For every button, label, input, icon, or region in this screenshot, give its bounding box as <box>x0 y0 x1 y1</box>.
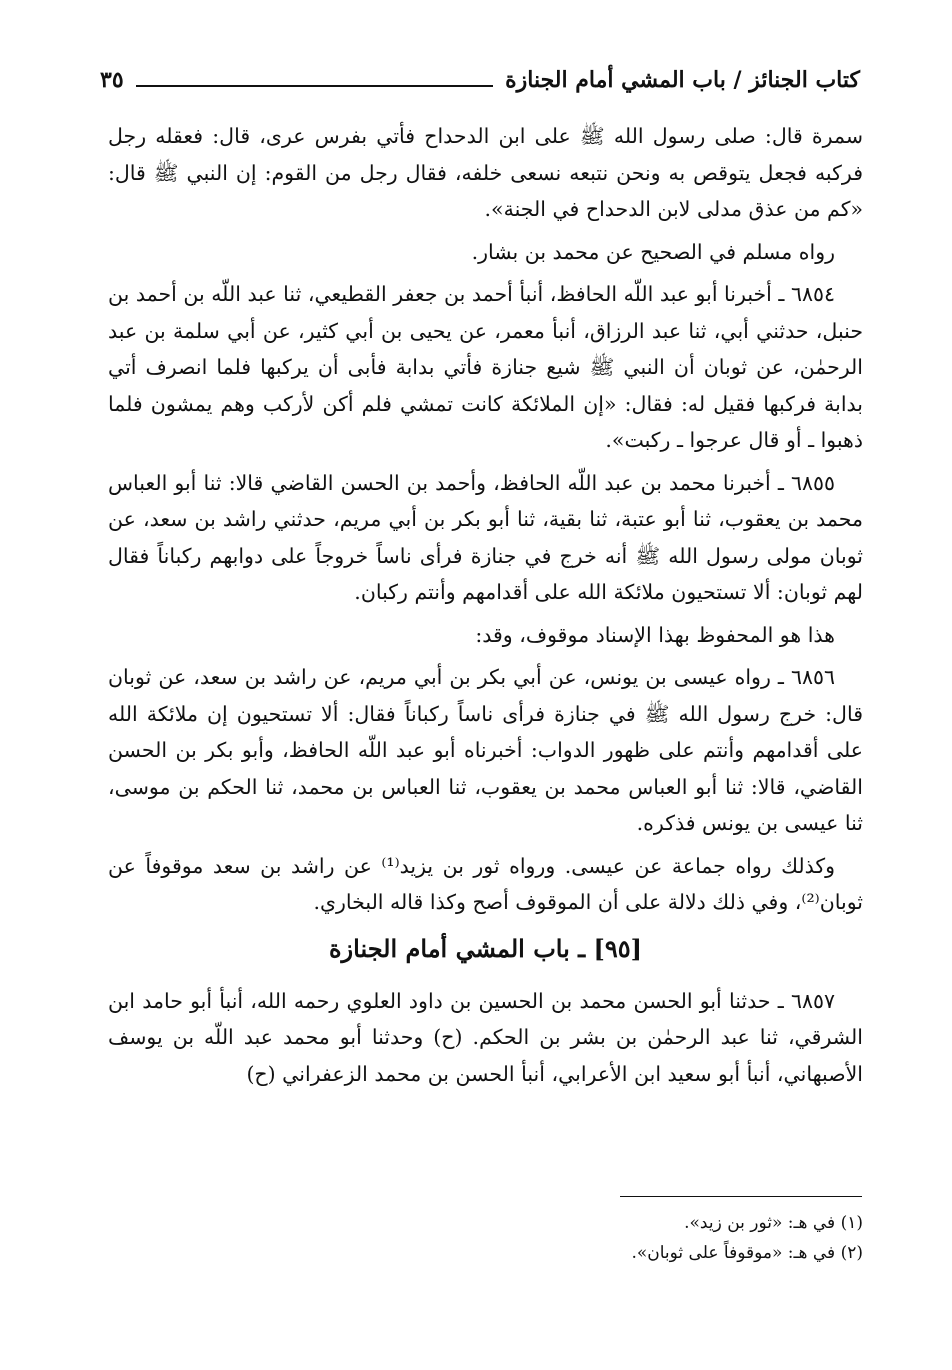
footnotes <box>108 1208 863 1268</box>
running-header-title: كتاب الجنائز / باب المشي أمام الجنازة <box>505 67 860 93</box>
hadith-6856: ٦٨٥٦ ـ رواه عيسى بن يونس، عن أبي بكر بن أبي مريم، عن راشد بن سعد، عن ثوبان قال: خرج رسول الله ﷺ في جنازة فرأى ناساً ركباناً فقال: ألا تستحيون إن ملائكة الله على أقدامهم وأنتم على ظهور الدواب: أخبرناه أبو عبد اللّه الحافظ، وأبو بكر بن الحسن القاضي، قالا: ثنا أبو العباس محمد بن يعقوب، ثنا العباس بن محمد، ثنا الحكم بن موسى، ثنا عيسى بن يونس فذكره. <box>108 665 863 835</box>
paragraph: رواه مسلم في الصحيح عن محمد بن بشار. <box>471 239 835 264</box>
hadith-6857: ٦٨٥٧ ـ حدثنا أبو الحسن محمد بن الحسين بن داود العلوي رحمه الله، أنبأ أبو حامد ابن الشرقي، ثنا عبد الرحمٰن بن بشر بن الحكم. (ح) وحدثنا أبو محمد عبد اللّه بن يوسف الأصبهاني، أنبأ أبو سعيد ابن الأعرابي، أنبأ الحسن بن محمد الزعفراني (ح) <box>108 988 863 1086</box>
footnote-1: (١) في هـ: «ثور بن زيد». <box>684 1213 863 1233</box>
page-number: ٣٥ <box>100 67 124 93</box>
section-heading: [٩٥] ـ باب المشي أمام الجنازة <box>328 933 643 963</box>
paragraph: سمرة قال: صلى رسول الله ﷺ على ابن الدحداح فأتي بفرس عرى، قال: فعقله رجل فركبه فجعل يتوقص به ونحن نتبعه نسعى خلفه، فقال رجل من القوم: إن النبي ﷺ قال: «كم من عذق مدلى لابن الدحداح في الجنة». <box>108 124 863 221</box>
paragraph: هذا هو المحفوظ بهذا الإسناد موقوف، وقد: <box>475 622 835 647</box>
running-header <box>100 60 860 100</box>
header-rule <box>136 85 493 87</box>
paragraph: وكذلك رواه جماعة عن عيسى. ورواه ثور بن يزيد⁽¹⁾ عن راشد بن سعد موقوفاً عن ثوبان⁽²⁾، وفي ذلك دلالة على أن الموقوف أصح وكذا قاله البخاري. <box>108 853 863 914</box>
footnote-rule <box>620 1196 862 1197</box>
hadith-6855: ٦٨٥٥ ـ أخبرنا محمد بن عبد اللّه الحافظ، وأحمد بن الحسن القاضي قالا: ثنا أبو العباس محمد بن يعقوب، ثنا أبو عتبة، ثنا بقية، ثنا أبو بكر بن أبي مريم، حدثني راشد بن سعد، عن ثوبان مولى رسول الله ﷺ أنه خرج في جنازة فرأى ناساً خروجاً على دوابهم ركباناً فقال لهم ثوبان: ألا تستحيون ملائكة الله على أقدامهم وأنتم ركبان. <box>108 470 863 604</box>
main-text <box>108 118 863 1098</box>
hadith-6854: ٦٨٥٤ ـ أخبرنا أبو عبد اللّه الحافظ، أنبأ أحمد بن جعفر القطيعي، ثنا عبد اللّه بن أحمد بن حنبل، حدثني أبي، ثنا عبد الرزاق، أنبأ معمر، عن يحيى بن أبي كثير، عن أبي سلمة بن عبد الرحمٰن، عن ثوبان أن النبي ﷺ شيع جنازة فأتي بدابة فأبى أن يركبها فلما انصرف أتي بدابة فركبها فقيل له: فقال: «إن الملائكة كانت تمشي فلم أكن لأركب وهم يمشون فلما ذهبوا ـ أو قال عرجوا ـ ركبت». <box>108 282 863 452</box>
footnote-2: (٢) في هـ: «موقوفاً على ثوبان». <box>631 1243 863 1263</box>
